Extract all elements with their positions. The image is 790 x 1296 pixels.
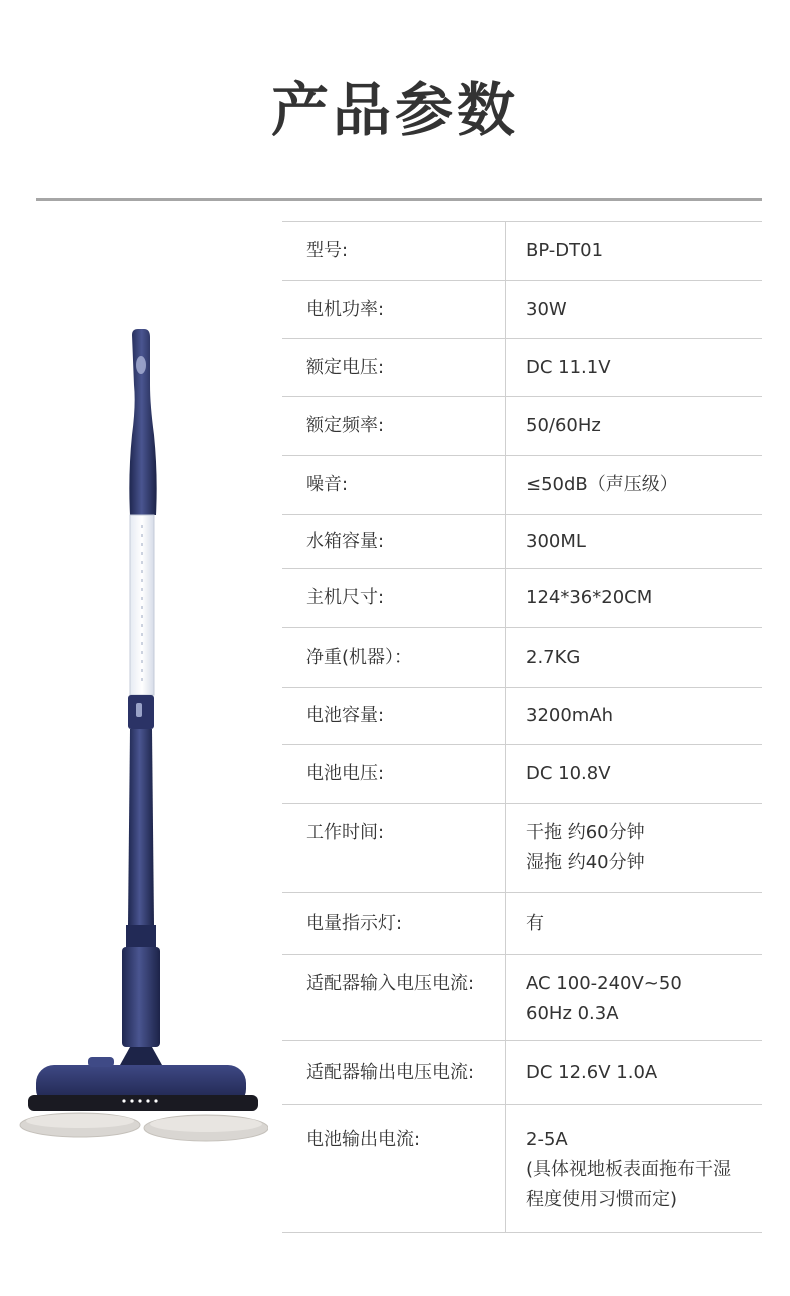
- spec-label: 适配器输入电压电流:: [282, 955, 506, 1040]
- spin-mop-product-image: [18, 325, 268, 1145]
- spec-row-net-weight: [282, 628, 762, 688]
- mop-base: [28, 1057, 258, 1111]
- spec-row-working-time: [282, 804, 762, 893]
- spec-value: ≤50dB（声压级）: [526, 474, 678, 495]
- spec-label: 噪音:: [282, 456, 506, 514]
- spec-value: DC 11.1V: [526, 356, 611, 378]
- spec-label: 电池容量:: [282, 688, 506, 744]
- spec-row-battery-voltage: [282, 745, 762, 804]
- spec-label: 电机功率:: [282, 281, 506, 338]
- spec-row-model: [282, 222, 762, 281]
- spec-label: 净重(机器）：: [282, 628, 506, 687]
- spec-label: 工作时间:: [282, 804, 506, 892]
- spec-row-rated-voltage: [282, 339, 762, 397]
- spec-value: 30W: [526, 298, 567, 320]
- spec-value: 3200mAh: [526, 705, 614, 726]
- spec-row-battery-indicator: [282, 893, 762, 955]
- page-title: 产品参数: [270, 76, 519, 144]
- release-button: [136, 703, 142, 717]
- spec-value: AC 100-240V~50 60Hz 0.3A: [526, 973, 682, 1024]
- spec-value: BP-DT01: [526, 240, 604, 261]
- spec-label: 额定电压:: [282, 339, 506, 396]
- spec-label: 水箱容量:: [282, 515, 506, 568]
- spec-row-rated-frequency: [282, 397, 762, 456]
- spec-value: DC 12.6V 1.0A: [526, 1061, 658, 1083]
- spec-label: 电池电压:: [282, 745, 506, 803]
- spec-value: 2-5A (具体视地板表面拖布干湿 程度使用习惯而定): [526, 1129, 732, 1210]
- spec-value: 有: [526, 912, 544, 934]
- spec-row-dimensions: [282, 569, 762, 628]
- spec-label: 主机尺寸:: [282, 569, 506, 627]
- water-tube: [130, 515, 154, 695]
- spec-row-battery-capacity: [282, 688, 762, 745]
- spec-label: 电池输出电流:: [282, 1105, 506, 1232]
- mop-handle: [129, 329, 156, 515]
- spec-label: 额定频率:: [282, 397, 506, 455]
- spec-value: DC 10.8V: [526, 763, 611, 784]
- spec-row-motor-power: [282, 281, 762, 339]
- spec-label: 电量指示灯:: [282, 893, 506, 954]
- swivel-neck: [120, 1047, 162, 1065]
- spec-value: 2.7KG: [526, 646, 581, 668]
- spec-label: 适配器输出电压电流:: [282, 1041, 506, 1104]
- spec-value: 50/60Hz: [526, 415, 601, 436]
- spec-row-noise: [282, 456, 762, 515]
- spec-table: [282, 221, 762, 1233]
- spec-label: 型号:: [282, 222, 506, 280]
- spec-row-battery-output-current: [282, 1105, 762, 1233]
- spec-row-adapter-output: [282, 1041, 762, 1105]
- lower-pole: [128, 729, 154, 925]
- pole-joint: [126, 925, 156, 947]
- title-divider: [36, 198, 762, 201]
- spec-row-adapter-input: [282, 955, 762, 1041]
- spec-value: 124*36*20CM: [526, 587, 653, 608]
- spec-value: 干拖 约60分钟 湿拖 约40分钟: [526, 822, 645, 873]
- spec-row-tank-capacity: [282, 515, 762, 569]
- mop-pads: [20, 1113, 268, 1141]
- spec-value: 300ML: [526, 530, 586, 552]
- motor-housing: [122, 947, 160, 1047]
